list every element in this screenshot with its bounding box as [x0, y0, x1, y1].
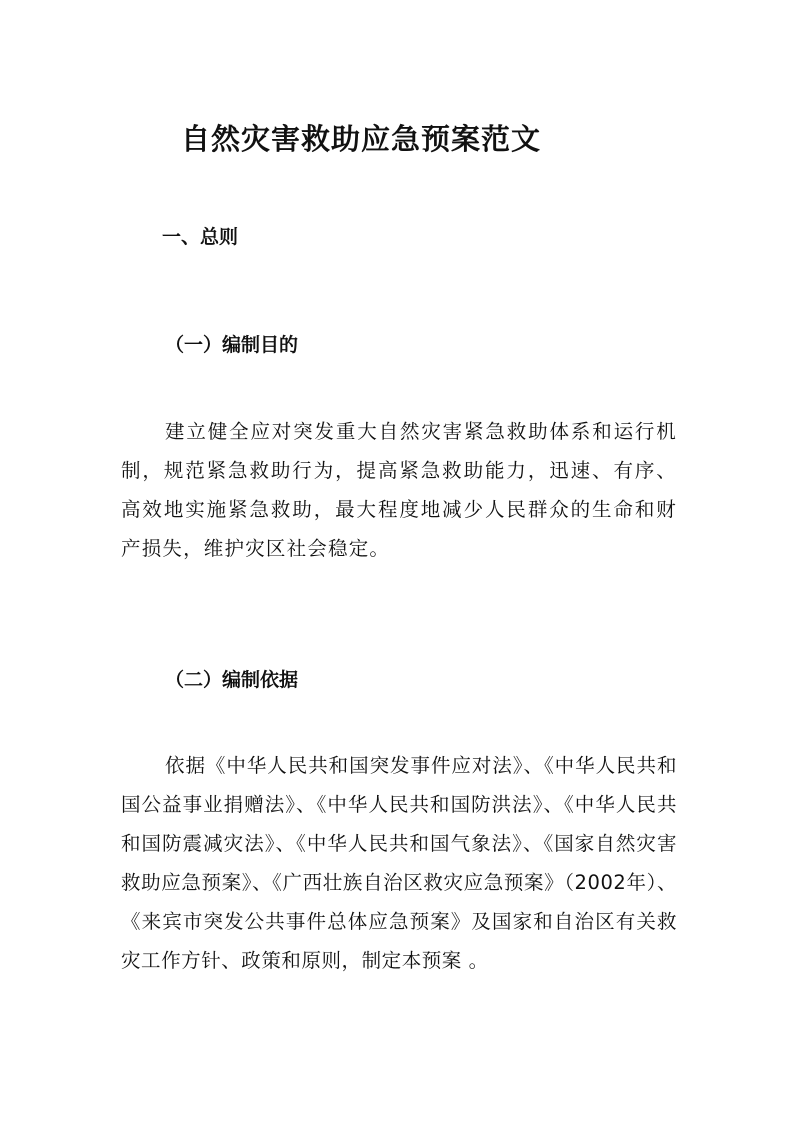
document-title: 自然灾害救助应急预案范文: [181, 122, 542, 157]
basis-paragraph: 依据《中华人民共和国突发事件应对法》、《中华人民共和国公益事业捐赠法》、《中华人民共和国防洪法》、《中华人民共和国防震减灾法》、《中华人民共和国气象法》、《国家自然灾害救助应急预案》、《广西壮族自治区救灾应急预案》（2002年）、《来宾市突发公共事件总体应急预案》及国家和自治区有关救灾工作方针、政策和原则，制定本预案 。: [121, 754, 677, 972]
subsection-heading-purpose: （一）编制目的: [165, 334, 299, 356]
subsection-heading-basis: （二）编制依据: [165, 669, 299, 691]
purpose-paragraph: 建立健全应对突发重大自然灾害紧急救助体系和运行机制，规范紧急救助行为，提高紧急救助能力，迅速、有序、高效地实施紧急救助，最大程度地减少人民群众的生命和财产损失，维护灾区社会稳定。: [121, 420, 677, 560]
section-heading-general-principles: 一、总则: [162, 225, 239, 248]
